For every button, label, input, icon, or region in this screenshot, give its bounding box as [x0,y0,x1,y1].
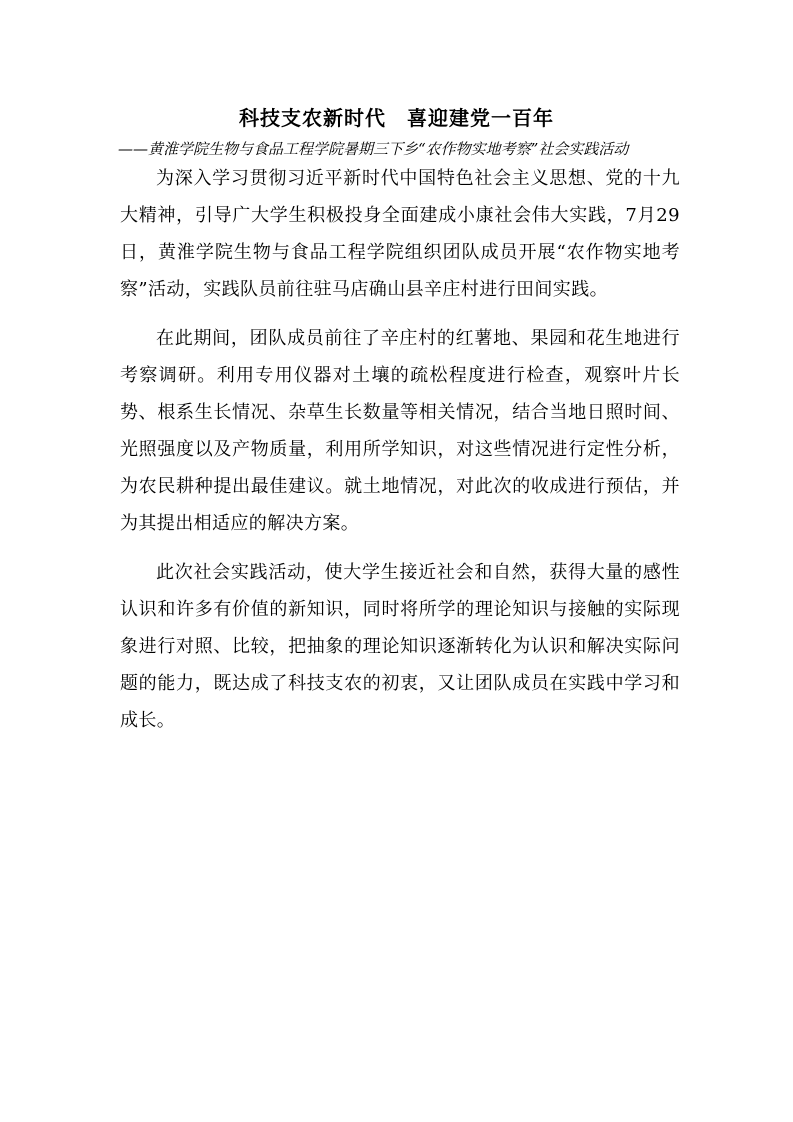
paragraph-intro: 为深入学习贯彻习近平新时代中国特色社会主义思想、党的十九大精神，引导广大学生积极投身全面建成小康社会伟大实践，7月29日，黄淮学院生物与食品工程学院组织团队成员开展“农作物实地考察”活动，实践队员前往驻马店确山县辛庄村进行田间实践。 [120,168,680,300]
document-body [120,160,680,739]
paragraph-conclusion: 此次社会实践活动，使大学生接近社会和自然，获得大量的感性认识和许多有价值的新知识，同时将所学的理论知识与接触的实际现象进行对照、比较，把抽象的理论知识逐渐转化为认识和解决实际问题的能力，既达成了科技支农的初衷，又让团队成员在实践中学习和成长。 [120,562,680,731]
document-title: 科技支农新时代 喜迎建党一百年 [239,106,554,130]
paragraph-activities: 在此期间，团队成员前往了辛庄村的红薯地、果园和花生地进行考察调研。利用专用仪器对土壤的疏松程度进行检查，观察叶片长势、根系生长情况、杂草生长数量等相关情况，结合当地日照时间、光照强度以及产物质量，利用所学知识，对这些情况进行定性分析，为农民耕种提出最佳建议。就土地情况，对此次的收成进行预估，并为其提出相适应的解决方案。 [120,328,680,534]
document-subtitle: ——黄淮学院生物与食品工程学院暑期三下乡“农作物实地考察”社会实践活动 [118,140,629,158]
